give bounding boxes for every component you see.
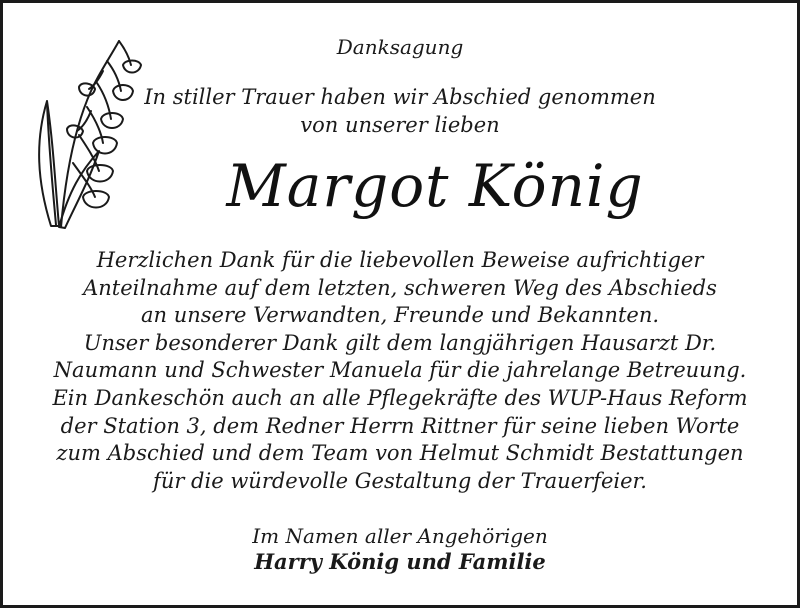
heading: Danksagung: [336, 35, 464, 59]
body-line: zum Abschied und dem Team von Helmut Schmidt Bestattungen: [56, 441, 744, 466]
body-line: der Station 3, dem Redner Herrn Rittner für seine lieben Worte: [60, 413, 740, 438]
body-line: an unsere Verwandten, Freunde und Bekannten.: [140, 303, 660, 328]
deceased-name: Margot König: [226, 152, 644, 220]
body-line: Herzlichen Dank für die liebevollen Beweise aufrichtiger: [96, 248, 704, 272]
body-line: Naumann und Schwester Manuela für die jahrelange Betreuung.: [53, 358, 747, 383]
body-text: [3, 247, 797, 495]
body-line: für die würdevolle Gestaltung der Trauerfeier.: [153, 468, 647, 493]
intro-line: von unserer lieben: [300, 113, 500, 137]
body-line: Unser besonderer Dank gilt dem langjährigen Hausarzt Dr.: [83, 330, 717, 355]
body-line: Ein Dankeschön auch an alle Pflegekräfte des WUP-Haus Reform: [52, 385, 748, 410]
body-line: Anteilnahme auf dem letzten, schweren Weg des Abschieds: [83, 275, 717, 300]
intro-text: [3, 83, 797, 139]
closing: [3, 523, 797, 575]
closing-line: Im Namen aller Angehörigen: [252, 524, 548, 548]
intro-line: In stiller Trauer haben wir Abschied genommen: [144, 85, 656, 109]
signer-name: Harry König und Familie: [254, 549, 546, 574]
